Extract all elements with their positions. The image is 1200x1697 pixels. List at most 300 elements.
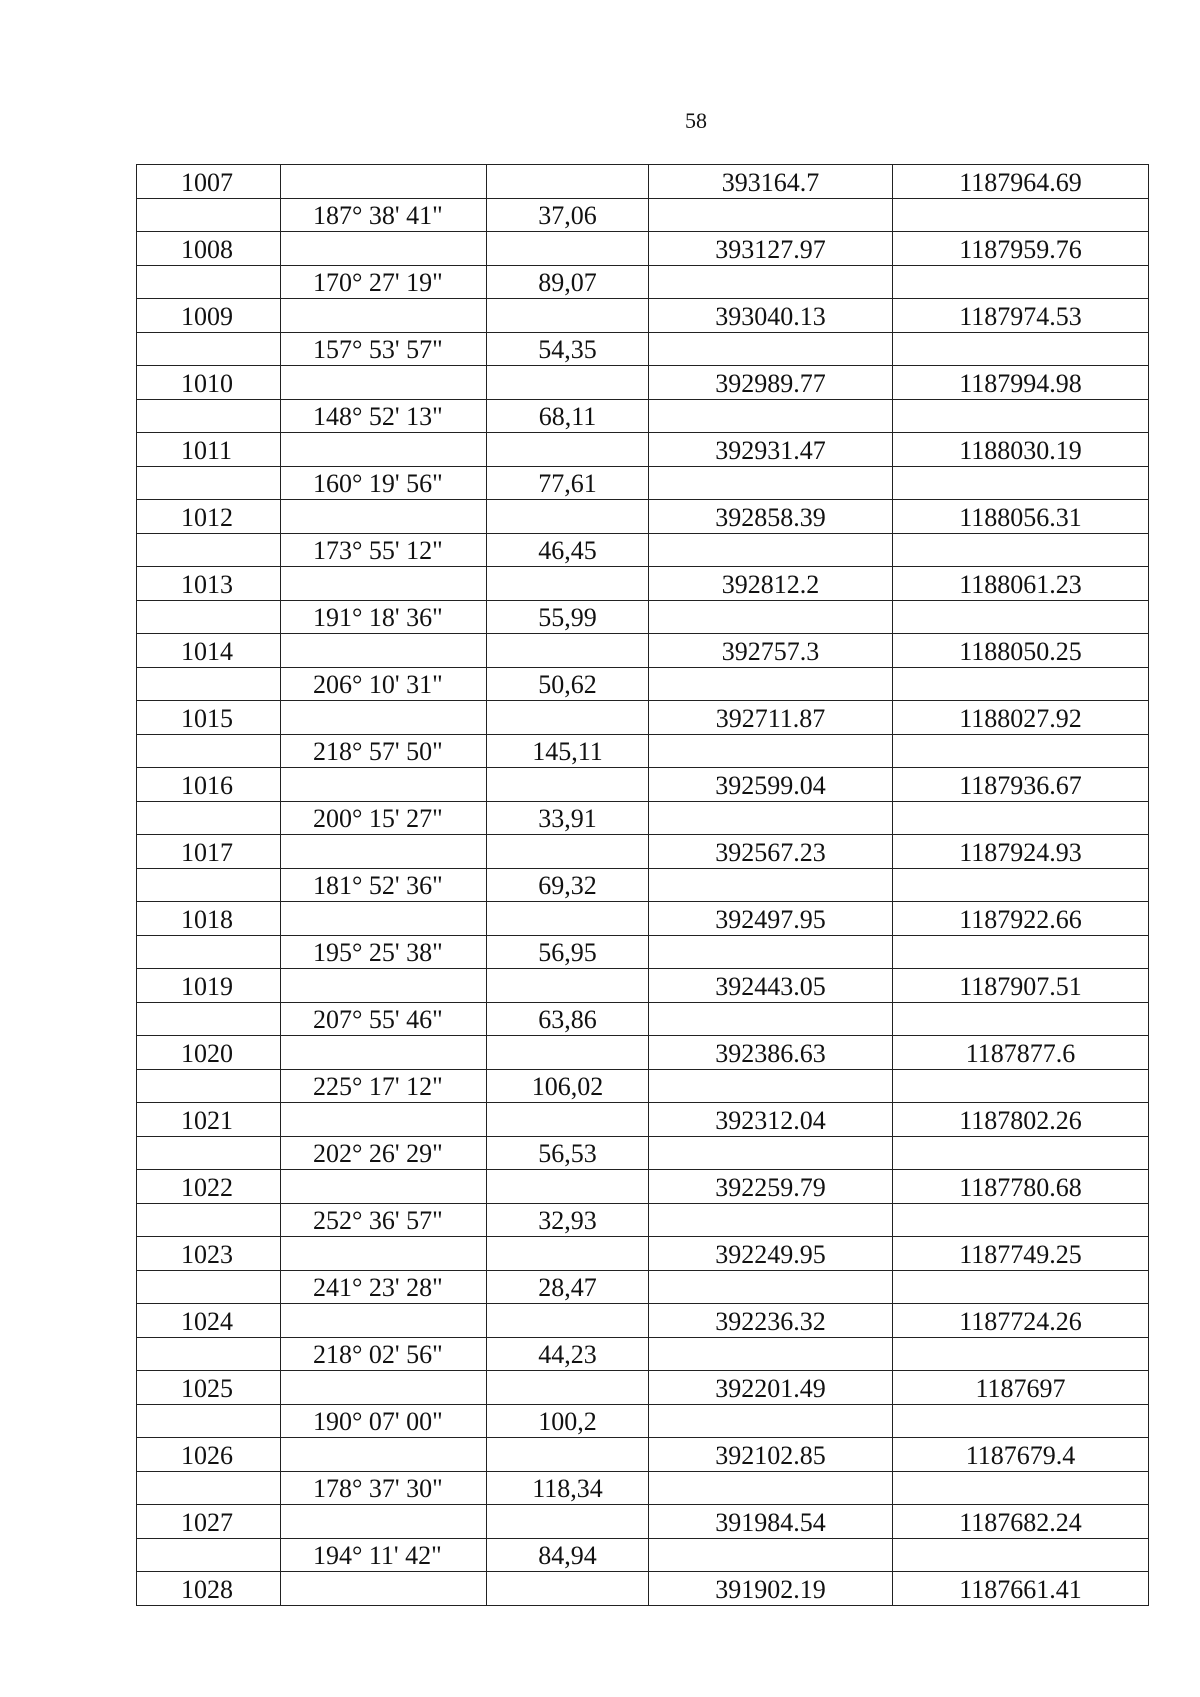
point-id-cell (137, 600, 281, 634)
x-coordinate-text: 393127.97 (715, 234, 826, 264)
distance-cell (487, 1337, 649, 1371)
y-coordinate-cell (893, 935, 1149, 969)
point-row (137, 567, 1149, 601)
point-id-text: 1014 (181, 636, 233, 666)
bearing-angle-cell (281, 299, 487, 333)
bearing-angle-cell (281, 634, 487, 668)
segment-row (137, 1203, 1149, 1237)
bearing-angle-text: 218° 02' 56" (313, 1340, 443, 1369)
distance-text: 55,99 (538, 603, 597, 632)
x-coordinate-text: 392757.3 (721, 636, 820, 666)
x-coordinate-cell (649, 299, 893, 333)
y-coordinate-cell (893, 500, 1149, 534)
bearing-angle-cell (281, 1304, 487, 1338)
x-coordinate-cell (649, 466, 893, 500)
x-coordinate-cell (649, 1438, 893, 1472)
y-coordinate-text: 1187724.26 (959, 1306, 1082, 1336)
point-id-cell (137, 265, 281, 299)
y-coordinate-cell (893, 1036, 1149, 1070)
segment-row (137, 1337, 1149, 1371)
segment-row (137, 667, 1149, 701)
x-coordinate-text: 392497.95 (715, 904, 826, 934)
point-id-cell (137, 198, 281, 232)
bearing-angle-cell (281, 332, 487, 366)
x-coordinate-text: 392812.2 (721, 569, 820, 599)
point-id-cell (137, 969, 281, 1003)
bearing-angle-cell (281, 198, 487, 232)
y-coordinate-cell (893, 366, 1149, 400)
x-coordinate-cell (649, 1505, 893, 1539)
point-id-text: 1009 (181, 301, 233, 331)
y-coordinate-cell (893, 1371, 1149, 1405)
bearing-angle-cell (281, 466, 487, 500)
point-id-text: 1021 (181, 1105, 233, 1135)
point-id-cell (137, 1337, 281, 1371)
y-coordinate-cell (893, 1136, 1149, 1170)
y-coordinate-cell (893, 1572, 1149, 1606)
point-row (137, 1237, 1149, 1271)
y-coordinate-text: 1187697 (975, 1373, 1066, 1403)
point-id-cell (137, 1002, 281, 1036)
distance-text: 69,32 (538, 871, 597, 900)
distance-cell (487, 701, 649, 735)
point-id-cell (137, 332, 281, 366)
distance-text: 46,45 (538, 536, 597, 565)
distance-cell (487, 1170, 649, 1204)
segment-row (137, 265, 1149, 299)
distance-text: 32,93 (538, 1206, 597, 1235)
y-coordinate-cell (893, 466, 1149, 500)
x-coordinate-cell (649, 902, 893, 936)
y-coordinate-cell (893, 1203, 1149, 1237)
point-row (137, 634, 1149, 668)
distance-text: 77,61 (538, 469, 597, 498)
x-coordinate-cell (649, 1036, 893, 1070)
distance-cell (487, 1538, 649, 1572)
y-coordinate-cell (893, 701, 1149, 735)
distance-cell (487, 1002, 649, 1036)
y-coordinate-text: 1187749.25 (959, 1239, 1082, 1269)
bearing-angle-text: 207° 55' 46" (313, 1005, 443, 1034)
point-id-cell (137, 1538, 281, 1572)
distance-cell (487, 935, 649, 969)
distance-text: 33,91 (538, 804, 597, 833)
x-coordinate-cell (649, 1170, 893, 1204)
point-id-text: 1019 (181, 971, 233, 1001)
x-coordinate-cell (649, 332, 893, 366)
y-coordinate-text: 1188061.23 (959, 569, 1082, 599)
y-coordinate-cell (893, 1538, 1149, 1572)
distance-text: 54,35 (538, 335, 597, 364)
bearing-angle-cell (281, 1270, 487, 1304)
y-coordinate-text: 1187780.68 (959, 1172, 1082, 1202)
point-id-cell (137, 433, 281, 467)
y-coordinate-cell (893, 667, 1149, 701)
x-coordinate-text: 392249.95 (715, 1239, 826, 1269)
point-row (137, 969, 1149, 1003)
x-coordinate-cell (649, 1572, 893, 1606)
point-row (137, 433, 1149, 467)
x-coordinate-cell (649, 1471, 893, 1505)
x-coordinate-cell (649, 1371, 893, 1405)
y-coordinate-cell (893, 299, 1149, 333)
distance-cell (487, 332, 649, 366)
x-coordinate-text: 392259.79 (715, 1172, 826, 1202)
point-id-cell (137, 1069, 281, 1103)
x-coordinate-cell (649, 801, 893, 835)
distance-text: 50,62 (538, 670, 597, 699)
y-coordinate-text: 1188050.25 (959, 636, 1082, 666)
bearing-angle-cell (281, 1002, 487, 1036)
x-coordinate-cell (649, 265, 893, 299)
x-coordinate-cell (649, 533, 893, 567)
y-coordinate-cell (893, 1069, 1149, 1103)
y-coordinate-cell (893, 1304, 1149, 1338)
y-coordinate-text: 1187907.51 (959, 971, 1082, 1001)
x-coordinate-cell (649, 600, 893, 634)
point-id-text: 1015 (181, 703, 233, 733)
bearing-angle-cell (281, 801, 487, 835)
y-coordinate-text: 1187959.76 (959, 234, 1082, 264)
distance-cell (487, 198, 649, 232)
bearing-angle-text: 202° 26' 29" (313, 1139, 443, 1168)
bearing-angle-cell (281, 1237, 487, 1271)
x-coordinate-cell (649, 1538, 893, 1572)
bearing-angle-text: 190° 07' 00" (313, 1407, 443, 1436)
point-id-cell (137, 1371, 281, 1405)
y-coordinate-text: 1187924.93 (959, 837, 1082, 867)
point-row (137, 232, 1149, 266)
distance-text: 37,06 (538, 201, 597, 230)
point-id-cell (137, 1505, 281, 1539)
bearing-angle-cell (281, 433, 487, 467)
y-coordinate-cell (893, 768, 1149, 802)
y-coordinate-cell (893, 1170, 1149, 1204)
bearing-angle-cell (281, 1371, 487, 1405)
distance-text: 44,23 (538, 1340, 597, 1369)
bearing-angle-cell (281, 1170, 487, 1204)
x-coordinate-text: 392236.32 (715, 1306, 826, 1336)
distance-cell (487, 768, 649, 802)
point-id-text: 1022 (181, 1172, 233, 1202)
point-id-text: 1024 (181, 1306, 233, 1336)
bearing-angle-text: 241° 23' 28" (313, 1273, 443, 1302)
x-coordinate-cell (649, 1203, 893, 1237)
point-id-cell (137, 232, 281, 266)
x-coordinate-cell (649, 868, 893, 902)
distance-text: 28,47 (538, 1273, 597, 1302)
segment-row (137, 332, 1149, 366)
y-coordinate-text: 1188030.19 (959, 435, 1082, 465)
distance-cell (487, 466, 649, 500)
y-coordinate-cell (893, 1438, 1149, 1472)
point-id-text: 1025 (181, 1373, 233, 1403)
x-coordinate-text: 392443.05 (715, 971, 826, 1001)
distance-cell (487, 1270, 649, 1304)
distance-cell (487, 533, 649, 567)
bearing-angle-cell (281, 902, 487, 936)
segment-row (137, 533, 1149, 567)
y-coordinate-cell (893, 600, 1149, 634)
bearing-angle-cell (281, 734, 487, 768)
segment-row (137, 801, 1149, 835)
bearing-angle-cell (281, 366, 487, 400)
point-id-text: 1018 (181, 904, 233, 934)
point-id-text: 1007 (181, 167, 233, 197)
point-id-text: 1020 (181, 1038, 233, 1068)
y-coordinate-cell (893, 165, 1149, 199)
point-id-cell (137, 1270, 281, 1304)
bearing-angle-text: 157° 53' 57" (313, 335, 443, 364)
distance-cell (487, 1136, 649, 1170)
distance-cell (487, 1203, 649, 1237)
y-coordinate-cell (893, 1270, 1149, 1304)
distance-text: 145,11 (532, 737, 603, 766)
y-coordinate-cell (893, 1505, 1149, 1539)
x-coordinate-text: 391984.54 (715, 1507, 826, 1537)
point-id-cell (137, 299, 281, 333)
x-coordinate-cell (649, 1103, 893, 1137)
point-id-cell (137, 634, 281, 668)
point-row (137, 701, 1149, 735)
bearing-angle-cell (281, 265, 487, 299)
x-coordinate-cell (649, 835, 893, 869)
y-coordinate-cell (893, 1471, 1149, 1505)
x-coordinate-cell (649, 1270, 893, 1304)
segment-row (137, 1002, 1149, 1036)
x-coordinate-text: 392858.39 (715, 502, 826, 532)
distance-cell (487, 1069, 649, 1103)
distance-cell (487, 868, 649, 902)
distance-cell (487, 1471, 649, 1505)
coordinates-table (136, 164, 1149, 1606)
bearing-angle-text: 200° 15' 27" (313, 804, 443, 833)
segment-row (137, 1270, 1149, 1304)
bearing-angle-cell (281, 1136, 487, 1170)
bearing-angle-cell (281, 165, 487, 199)
bearing-angle-cell (281, 500, 487, 534)
point-row (137, 1505, 1149, 1539)
point-id-cell (137, 1404, 281, 1438)
bearing-angle-text: 194° 11' 42" (313, 1541, 442, 1570)
point-id-text: 1017 (181, 837, 233, 867)
point-id-cell (137, 667, 281, 701)
y-coordinate-cell (893, 1237, 1149, 1271)
bearing-angle-text: 218° 57' 50" (313, 737, 443, 766)
point-id-cell (137, 1471, 281, 1505)
y-coordinate-text: 1187994.98 (959, 368, 1082, 398)
x-coordinate-cell (649, 1069, 893, 1103)
point-id-cell (137, 835, 281, 869)
y-coordinate-cell (893, 1103, 1149, 1137)
point-row (137, 1438, 1149, 1472)
x-coordinate-text: 392386.63 (715, 1038, 826, 1068)
x-coordinate-cell (649, 1404, 893, 1438)
bearing-angle-cell (281, 701, 487, 735)
point-id-cell (137, 801, 281, 835)
x-coordinate-cell (649, 935, 893, 969)
segment-row (137, 734, 1149, 768)
segment-row (137, 935, 1149, 969)
y-coordinate-text: 1187802.26 (959, 1105, 1082, 1135)
y-coordinate-text: 1187936.67 (959, 770, 1082, 800)
y-coordinate-cell (893, 634, 1149, 668)
x-coordinate-text: 392201.49 (715, 1373, 826, 1403)
point-row (137, 500, 1149, 534)
bearing-angle-cell (281, 1404, 487, 1438)
x-coordinate-cell (649, 634, 893, 668)
bearing-angle-cell (281, 768, 487, 802)
x-coordinate-cell (649, 969, 893, 1003)
point-id-text: 1026 (181, 1440, 233, 1470)
y-coordinate-text: 1187922.66 (959, 904, 1082, 934)
distance-cell (487, 667, 649, 701)
segment-row (137, 1404, 1149, 1438)
bearing-angle-cell (281, 1471, 487, 1505)
x-coordinate-cell (649, 198, 893, 232)
bearing-angle-cell (281, 232, 487, 266)
x-coordinate-cell (649, 567, 893, 601)
point-id-text: 1008 (181, 234, 233, 264)
distance-cell (487, 1505, 649, 1539)
x-coordinate-text: 392989.77 (715, 368, 826, 398)
y-coordinate-text: 1187964.69 (959, 167, 1082, 197)
bearing-angle-cell (281, 935, 487, 969)
point-id-cell (137, 500, 281, 534)
bearing-angle-text: 187° 38' 41" (313, 201, 443, 230)
x-coordinate-cell (649, 1337, 893, 1371)
segment-row (137, 600, 1149, 634)
bearing-angle-cell (281, 1505, 487, 1539)
x-coordinate-text: 392312.04 (715, 1105, 826, 1135)
bearing-angle-cell (281, 868, 487, 902)
x-coordinate-text: 392599.04 (715, 770, 826, 800)
x-coordinate-cell (649, 1304, 893, 1338)
x-coordinate-cell (649, 667, 893, 701)
distance-text: 118,34 (532, 1474, 603, 1503)
x-coordinate-cell (649, 433, 893, 467)
bearing-angle-text: 191° 18' 36" (313, 603, 443, 632)
distance-cell (487, 801, 649, 835)
page-number: 58 (685, 108, 707, 133)
bearing-angle-text: 195° 25' 38" (313, 938, 443, 967)
point-id-cell (137, 734, 281, 768)
point-id-cell (137, 768, 281, 802)
distance-cell (487, 902, 649, 936)
bearing-angle-text: 206° 10' 31" (313, 670, 443, 699)
x-coordinate-cell (649, 165, 893, 199)
point-id-cell (137, 1203, 281, 1237)
y-coordinate-text: 1187877.6 (965, 1038, 1076, 1068)
x-coordinate-text: 392567.23 (715, 837, 826, 867)
y-coordinate-cell (893, 567, 1149, 601)
point-id-cell (137, 165, 281, 199)
bearing-angle-text: 160° 19' 56" (313, 469, 443, 498)
y-coordinate-cell (893, 902, 1149, 936)
coordinates-table-body (137, 165, 1149, 1606)
distance-cell (487, 1036, 649, 1070)
distance-cell (487, 500, 649, 534)
distance-cell (487, 1572, 649, 1606)
x-coordinate-cell (649, 1237, 893, 1271)
bearing-angle-cell (281, 969, 487, 1003)
y-coordinate-cell (893, 1404, 1149, 1438)
x-coordinate-text: 393164.7 (721, 167, 820, 197)
point-row (137, 299, 1149, 333)
x-coordinate-cell (649, 734, 893, 768)
point-id-text: 1012 (181, 502, 233, 532)
segment-row (137, 1069, 1149, 1103)
point-id-text: 1028 (181, 1574, 233, 1604)
bearing-angle-text: 178° 37' 30" (313, 1474, 443, 1503)
bearing-angle-cell (281, 1438, 487, 1472)
bearing-angle-text: 173° 55' 12" (313, 536, 443, 565)
bearing-angle-text: 181° 52' 36" (313, 871, 443, 900)
distance-cell (487, 1237, 649, 1271)
x-coordinate-text: 393040.13 (715, 301, 826, 331)
point-id-text: 1027 (181, 1507, 233, 1537)
segment-row (137, 1136, 1149, 1170)
distance-cell (487, 969, 649, 1003)
point-id-cell (137, 1572, 281, 1606)
point-id-text: 1013 (181, 569, 233, 599)
y-coordinate-cell (893, 332, 1149, 366)
distance-text: 106,02 (531, 1072, 604, 1101)
segment-row (137, 1538, 1149, 1572)
y-coordinate-cell (893, 835, 1149, 869)
distance-cell (487, 634, 649, 668)
point-id-cell (137, 1036, 281, 1070)
point-id-cell (137, 466, 281, 500)
distance-cell (487, 366, 649, 400)
point-row (137, 1304, 1149, 1338)
bearing-angle-cell (281, 1036, 487, 1070)
x-coordinate-text: 391902.19 (715, 1574, 826, 1604)
y-coordinate-text: 1187679.4 (965, 1440, 1076, 1470)
point-id-cell (137, 399, 281, 433)
y-coordinate-cell (893, 399, 1149, 433)
bearing-angle-cell (281, 1203, 487, 1237)
bearing-angle-cell (281, 399, 487, 433)
distance-text: 100,2 (538, 1407, 597, 1436)
segment-row (137, 466, 1149, 500)
point-row (137, 165, 1149, 199)
distance-cell (487, 1404, 649, 1438)
y-coordinate-cell (893, 801, 1149, 835)
point-id-cell (137, 1237, 281, 1271)
distance-cell (487, 1304, 649, 1338)
bearing-angle-cell (281, 1337, 487, 1371)
segment-row (137, 198, 1149, 232)
x-coordinate-cell (649, 366, 893, 400)
x-coordinate-text: 392931.47 (715, 435, 826, 465)
distance-cell (487, 567, 649, 601)
bearing-angle-cell (281, 667, 487, 701)
point-id-cell (137, 1304, 281, 1338)
y-coordinate-text: 1187974.53 (959, 301, 1082, 331)
distance-cell (487, 1103, 649, 1137)
y-coordinate-cell (893, 734, 1149, 768)
distance-text: 89,07 (538, 268, 597, 297)
distance-cell (487, 734, 649, 768)
point-id-cell (137, 902, 281, 936)
point-id-cell (137, 935, 281, 969)
x-coordinate-cell (649, 701, 893, 735)
x-coordinate-cell (649, 500, 893, 534)
distance-text: 56,95 (538, 938, 597, 967)
bearing-angle-cell (281, 533, 487, 567)
segment-row (137, 1471, 1149, 1505)
